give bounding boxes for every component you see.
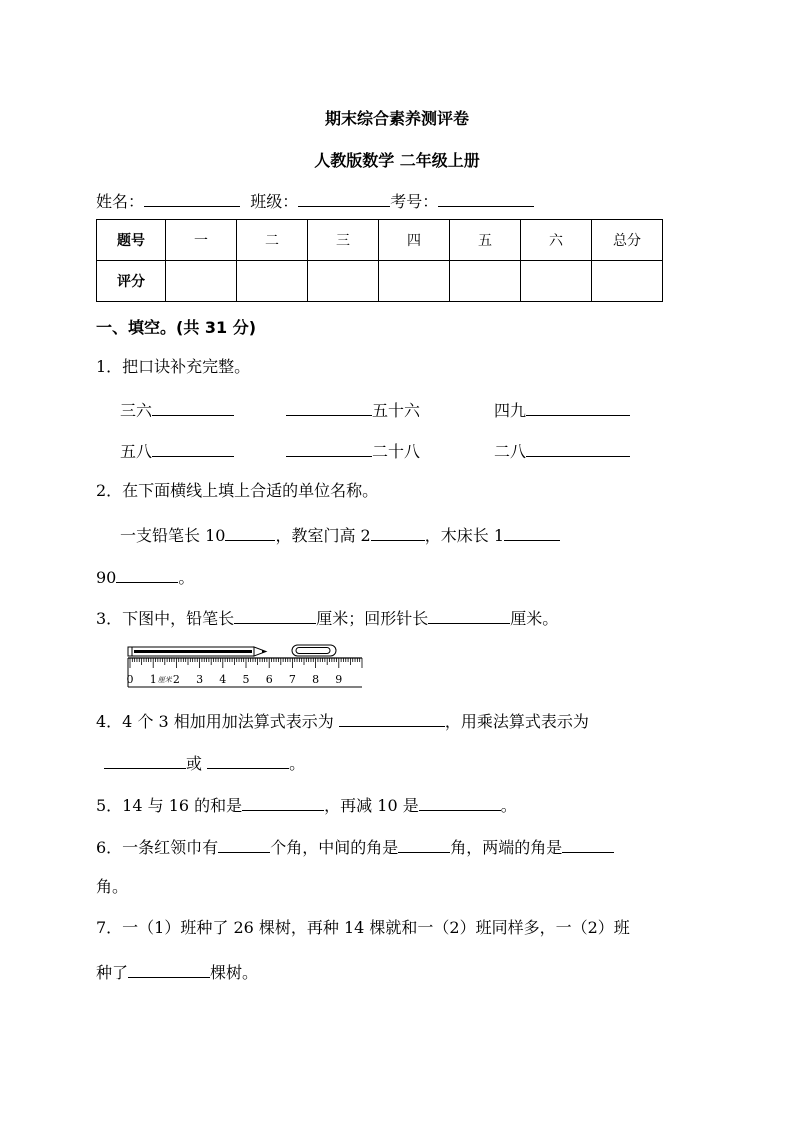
column-header: 六 bbox=[521, 220, 592, 261]
q6-blank-1[interactable] bbox=[218, 835, 270, 853]
number-label: 考号： bbox=[390, 192, 439, 211]
column-header: 二 bbox=[237, 220, 308, 261]
ruler-tick-label: 7 bbox=[288, 673, 296, 686]
table-row bbox=[97, 220, 663, 261]
q2-blank-3[interactable] bbox=[504, 523, 560, 541]
q2-text-c: ，木床长 1 bbox=[424, 526, 505, 545]
ruler-tick-label: 4 bbox=[219, 673, 227, 686]
score-cell[interactable] bbox=[308, 261, 379, 302]
score-cell[interactable] bbox=[237, 261, 308, 302]
question-4 bbox=[96, 709, 589, 732]
ruler-tick-label: 8 bbox=[312, 673, 320, 686]
q2-text-d: 90 bbox=[96, 568, 117, 587]
q1-b1-blank[interactable] bbox=[152, 439, 234, 457]
column-header: 一 bbox=[166, 220, 237, 261]
name-field[interactable] bbox=[144, 189, 240, 207]
question-6 bbox=[96, 835, 614, 858]
q7-line-2 bbox=[96, 960, 258, 983]
q1-a2-text: 五十六 bbox=[372, 401, 421, 420]
q1-item bbox=[286, 439, 420, 462]
paperclip-icon bbox=[292, 645, 336, 656]
q3-text-b: 厘米；回形针长 bbox=[316, 609, 429, 628]
row-header-number: 题号 bbox=[97, 220, 166, 261]
info-line bbox=[96, 189, 534, 212]
q1-a3-text: 四九 bbox=[494, 401, 527, 420]
question-1: 1．把口诀补充完整。 bbox=[96, 357, 251, 376]
q7-text-b: 种了 bbox=[96, 963, 129, 982]
q2-text-e: 。 bbox=[178, 568, 195, 587]
q7-blank-1[interactable] bbox=[128, 960, 210, 978]
ruler-tick-label: 6 bbox=[265, 673, 273, 686]
ruler-figure bbox=[122, 640, 366, 690]
q2-line-2 bbox=[96, 565, 194, 588]
q2-blank-2[interactable] bbox=[371, 523, 425, 541]
question-3 bbox=[96, 606, 558, 629]
q1-item bbox=[494, 439, 630, 462]
q4-line-2 bbox=[104, 751, 305, 774]
column-header: 总分 bbox=[592, 220, 663, 261]
q3-text-c: 厘米。 bbox=[510, 609, 559, 628]
class-label: 班级： bbox=[250, 192, 299, 211]
q2-blank-1[interactable] bbox=[225, 523, 275, 541]
q1-b2-text: 二十八 bbox=[372, 442, 421, 461]
q1-b3-text: 二八 bbox=[494, 442, 527, 461]
q2-text-a: 一支铅笔长 10 bbox=[120, 526, 226, 545]
q5-text-c: 。 bbox=[500, 796, 517, 815]
question-7: 7．一（1）班种了 26 棵树，再种 14 棵就和一（2）班同样多，一（2）班 bbox=[96, 918, 630, 937]
q4-blank-3[interactable] bbox=[207, 751, 289, 769]
question-2: 2．在下面横线上填上合适的单位名称。 bbox=[96, 481, 379, 500]
number-field[interactable] bbox=[438, 189, 534, 207]
ruler-tick-label: 9 bbox=[335, 673, 343, 686]
q3-blank-2[interactable] bbox=[428, 606, 510, 624]
page-title: 期末综合素养测评卷 bbox=[324, 109, 469, 128]
q6-blank-3[interactable] bbox=[562, 835, 614, 853]
ruler-tick-label: 3 bbox=[196, 673, 204, 686]
page-subtitle: 人教版数学 二年级上册 bbox=[314, 151, 480, 170]
q6-text-b: 个角，中间的角是 bbox=[270, 838, 399, 857]
section-heading: 一、填空。(共 31 分) bbox=[96, 318, 257, 337]
ruler-tick-label: 1 bbox=[149, 673, 157, 686]
ruler-tick-label: 0 bbox=[126, 673, 134, 686]
q4-blank-2[interactable] bbox=[104, 751, 186, 769]
q1-a1-text: 三六 bbox=[120, 401, 153, 420]
q1-item bbox=[286, 398, 420, 421]
ruler-tick-label: 2 bbox=[172, 673, 180, 686]
row-header-score: 评分 bbox=[97, 261, 166, 302]
ruler-tick-label: 5 bbox=[242, 673, 250, 686]
question-5 bbox=[96, 793, 517, 816]
name-label: 姓名： bbox=[96, 192, 145, 211]
q3-blank-1[interactable] bbox=[234, 606, 316, 624]
q2-text-b: ，教室门高 2 bbox=[275, 526, 371, 545]
q6-text-a: 6．一条红领巾有 bbox=[96, 838, 219, 857]
q6-line-2: 角。 bbox=[96, 877, 129, 896]
q1-b1-text: 五八 bbox=[120, 442, 153, 461]
q1-b3-blank[interactable] bbox=[526, 439, 630, 457]
q7-text-c: 棵树。 bbox=[210, 963, 259, 982]
pencil-icon bbox=[128, 647, 266, 656]
column-header: 三 bbox=[308, 220, 379, 261]
ruler-unit-label: 厘米 bbox=[157, 676, 172, 684]
q6-text-c: 角，两端的角是 bbox=[450, 838, 563, 857]
score-cell[interactable] bbox=[521, 261, 592, 302]
q5-text-b: ，再减 10 是 bbox=[324, 796, 419, 815]
score-cell[interactable] bbox=[592, 261, 663, 302]
q1-a1-blank[interactable] bbox=[152, 398, 234, 416]
ruler-figure-svg bbox=[122, 640, 366, 690]
score-cell[interactable] bbox=[166, 261, 237, 302]
q4-text-b: ，用乘法算式表示为 bbox=[444, 712, 589, 731]
q1-b2-blank[interactable] bbox=[286, 439, 372, 457]
q5-blank-1[interactable] bbox=[242, 793, 324, 811]
table-row bbox=[97, 261, 663, 302]
q1-item bbox=[494, 398, 630, 421]
q3-text-a: 3．下图中，铅笔长 bbox=[96, 609, 235, 628]
column-header: 四 bbox=[379, 220, 450, 261]
q1-item bbox=[120, 439, 234, 462]
q1-item bbox=[120, 398, 234, 421]
column-header: 五 bbox=[450, 220, 521, 261]
class-field[interactable] bbox=[298, 189, 390, 207]
score-table bbox=[96, 219, 663, 302]
q1-a3-blank[interactable] bbox=[526, 398, 630, 416]
q4-text-c: 或 bbox=[186, 754, 203, 773]
score-cell[interactable] bbox=[450, 261, 521, 302]
q4-text-a: 4．4 个 3 相加用加法算式表示为 bbox=[96, 712, 334, 731]
q6-blank-2[interactable] bbox=[398, 835, 450, 853]
q5-text-a: 5．14 与 16 的和是 bbox=[96, 796, 243, 815]
q4-blank-1[interactable] bbox=[339, 709, 445, 727]
q5-blank-2[interactable] bbox=[419, 793, 501, 811]
score-cell[interactable] bbox=[379, 261, 450, 302]
q2-blank-4[interactable] bbox=[116, 565, 178, 583]
q2-line-1 bbox=[120, 523, 560, 546]
q1-a2-blank[interactable] bbox=[286, 398, 372, 416]
q4-text-d: 。 bbox=[289, 754, 306, 773]
